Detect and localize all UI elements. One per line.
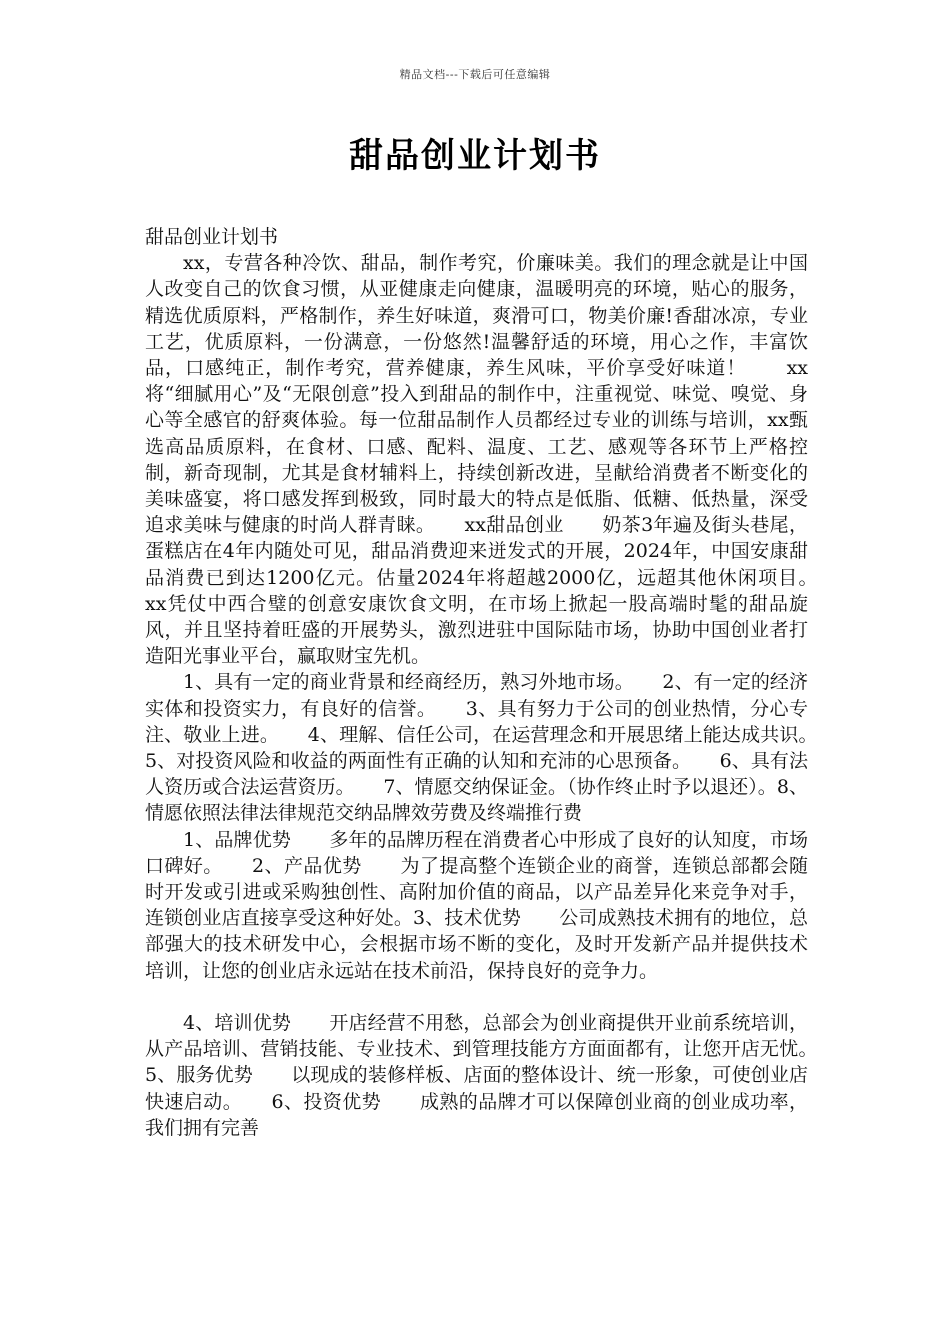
paragraph-advantages-part-2: 4、培训优势 开店经营不用愁，总部会为创业商提供开业前系统培训，从产品培训、营销技能、专业技术、到管理技能方方面面都有，让您开店无忧。 5、服务优势 以现成的装修样板、店面的整体设计、统一形象，可使创业店快速启动。 6、投资优势 成熟的品牌才可以保障创业商的创业成功率，我们拥有完善	[145, 1011, 847, 1139]
document-title: 甜品创业计划书	[349, 136, 601, 176]
paragraph-requirements: 1、具有一定的商业背景和经商经历，熟习外地市场。 2、有一定的经济实体和投资实力，有良好的信誉。 3、具有努力于公司的创业热情，分心专注、敬业上进。 4、理解、信任公司，在运营理念和开展思绪上能达成共识。 5、对投资风险和收益的两面性有正确的认知和充沛的心思预备。 6、具有法人资历或合法运营资历。 7、情愿交纳保证金。（协作终止时予以退还）。8、情愿依照法律法律规范交纳品牌效劳费及终端推行费	[145, 671, 847, 825]
document-body	[145, 224, 847, 1141]
paragraph-intro: xx，专营各种冷饮、甜品，制作考究，价廉味美。我们的理念就是让中国人改变自己的饮食习惯，从亚健康走向健康，温暖明亮的环境，贴心的服务，精选优质原料，严格制作，养生好味道，爽滑可口，物美价廉!香甜冰凉，专业工艺，优质原料，一份满意，一份悠然!温馨舒适的环境，用心之作，丰富饮品，口感纯正，制作考究，营养健康，养生风味，平价享受好味道！ xx将“细腻用心”及“无限创意”投入到甜品的制作中，注重视觉、味觉、嗅觉、身心等全感官的舒爽体验。每一位甜品制作人员都经过专业的训练与培训，xx甄选高品质原料，在食材、口感、配料、温度、工艺、感观等各环节上严格控制，新奇现制，尤其是食材辅料上，持续创新改进，呈献给消费者不断变化的美味盛宴，将口感发挥到极致，同时最大的特点是低脂、低糖、低热量，深受追求美味与健康的时尚人群青睐。 xx甜品创业 奶茶3年遍及街头巷尾，蛋糕店在4年内随处可见，甜品消费迎来迸发式的开展，2024年，中国安康甜品消费已到达1200亿元。估量2024年将超越2000亿，远超其他休闲项目。 xx凭仗中西合璧的创意安康饮食文明，在市场上掀起一股高端时髦的甜品旋风，并且坚持着旺盛的开展势头，激烈进驻中国际陆市场，协助中国创业者打造阳光事业平台，赢取财宝先机。	[145, 252, 847, 668]
paragraph-advantages-part-1: 1、品牌优势 多年的品牌历程在消费者心中形成了良好的认知度，市场口碑好。 2、产品优势 为了提高整个连锁企业的商誉，连锁总部都会随时开发或引进或采购独创性、高附加价值的商品，以产品差异化来竞争对手，连锁创业店直接享受这种好处。3、技术优势 公司成熟技术拥有的地位，总部强大的技术研发中心，会根据市场不断的变化，及时开发新产品并提供技术培训，让您的创业店永远站在技术前沿，保持良好的竞争力。	[145, 828, 808, 982]
body-subtitle: 甜品创业计划书	[145, 226, 279, 248]
paragraph-gap	[145, 984, 808, 1010]
page-header-note: 精品文档---下载后可任意编辑	[399, 68, 551, 81]
